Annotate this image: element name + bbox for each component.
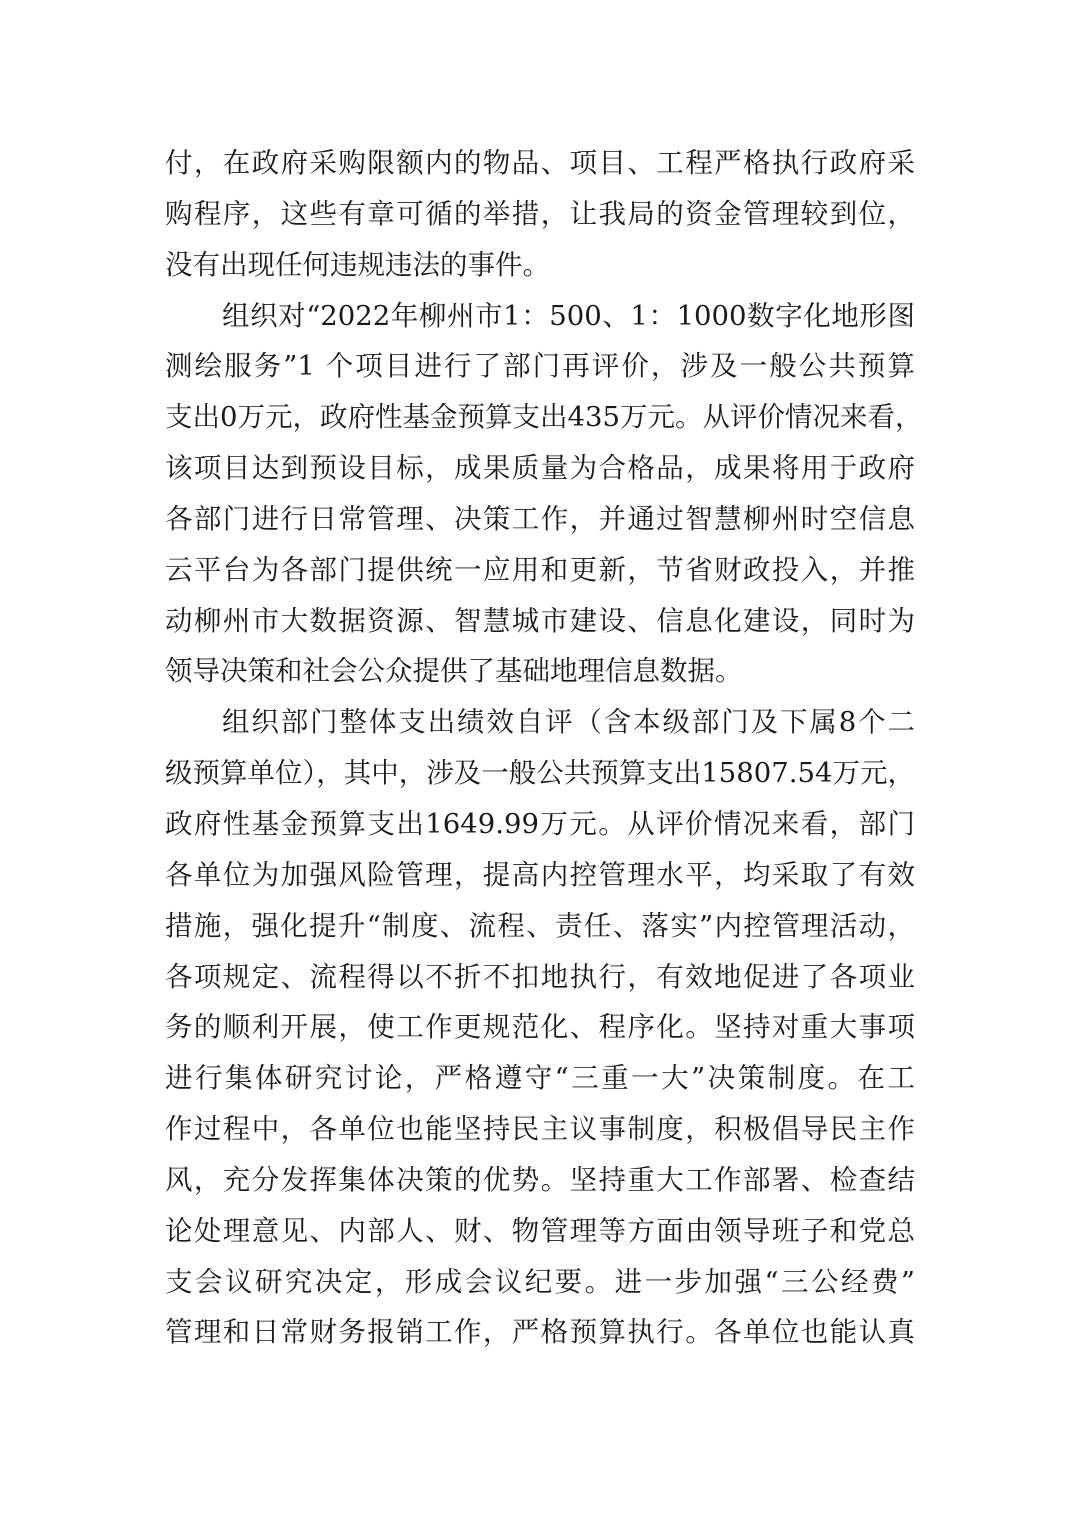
text-line: 级预算单位），其中，涉及一般公共预算支出15807.54万元， — [165, 757, 915, 790]
text-line: 政府性基金预算支出1649.99万元。从评价情况来看，部门 — [165, 807, 915, 840]
text-line: 测绘服务”1 个项目进行了部门再评价，涉及一般公共预算 — [165, 350, 915, 383]
text-line: 管理和日常财务报销工作，严格预算执行。各单位也能认真 — [165, 1316, 915, 1349]
paragraph-start-line: 组织对“2022年柳州市1：500、1：1000数字化地形图 — [222, 299, 915, 332]
text-line: 论处理意见、内部人、财、物管理等方面由领导班子和党总 — [165, 1214, 915, 1247]
text-line: 支会议研究决定，形成会议纪要。进一步加强“三公经费” — [165, 1265, 915, 1298]
text-line: 付，在政府采购限额内的物品、项目、工程严格执行政府采 — [165, 147, 915, 179]
text-line: 各部门进行日常管理、决策工作，并通过智慧柳州时空信息 — [165, 502, 915, 535]
text-line: 措施，强化提升“制度、流程、责任、落实”内控管理活动， — [165, 909, 915, 942]
text-line: 风，充分发挥集体决策的优势。坚持重大工作部署、检查结 — [165, 1163, 915, 1196]
text-line: 务的顺利开展，使工作更规范化、程序化。坚持对重大事项 — [165, 1011, 915, 1044]
text-line: 该项目达到预设目标，成果质量为合格品，成果将用于政府 — [165, 452, 915, 485]
text-line: 进行集体研究讨论，严格遵守“三重一大”决策制度。在工 — [165, 1062, 915, 1095]
text-line: 云平台为各部门提供统一应用和更新，节省财政投入，并推 — [165, 553, 915, 586]
text-line: 各项规定、流程得以不折不扣地执行，有效地促进了各项业 — [165, 960, 915, 993]
text-line: 领导决策和社会公众提供了基础地理信息数据。 — [165, 655, 743, 688]
text-line: 动柳州市大数据资源、智慧城市建设、信息化建设，同时为 — [165, 604, 915, 637]
text-line: 购程序，这些有章可循的举措，让我局的资金管理较到位， — [165, 197, 915, 230]
text-line: 没有出现任何违规违法的事件。 — [165, 248, 550, 281]
text-line: 各单位为加强风险管理，提高内控管理水平，均采取了有效 — [165, 858, 915, 891]
text-line: 作过程中，各单位也能坚持民主议事制度，积极倡导民主作 — [165, 1113, 915, 1146]
paragraph-start-line: 组织部门整体支出绩效自评（含本级部门及下属8个二 — [222, 706, 915, 739]
body-text — [165, 138, 923, 1358]
text-line: 支出0万元，政府性基金预算支出435万元。从评价情况来看， — [165, 401, 923, 434]
